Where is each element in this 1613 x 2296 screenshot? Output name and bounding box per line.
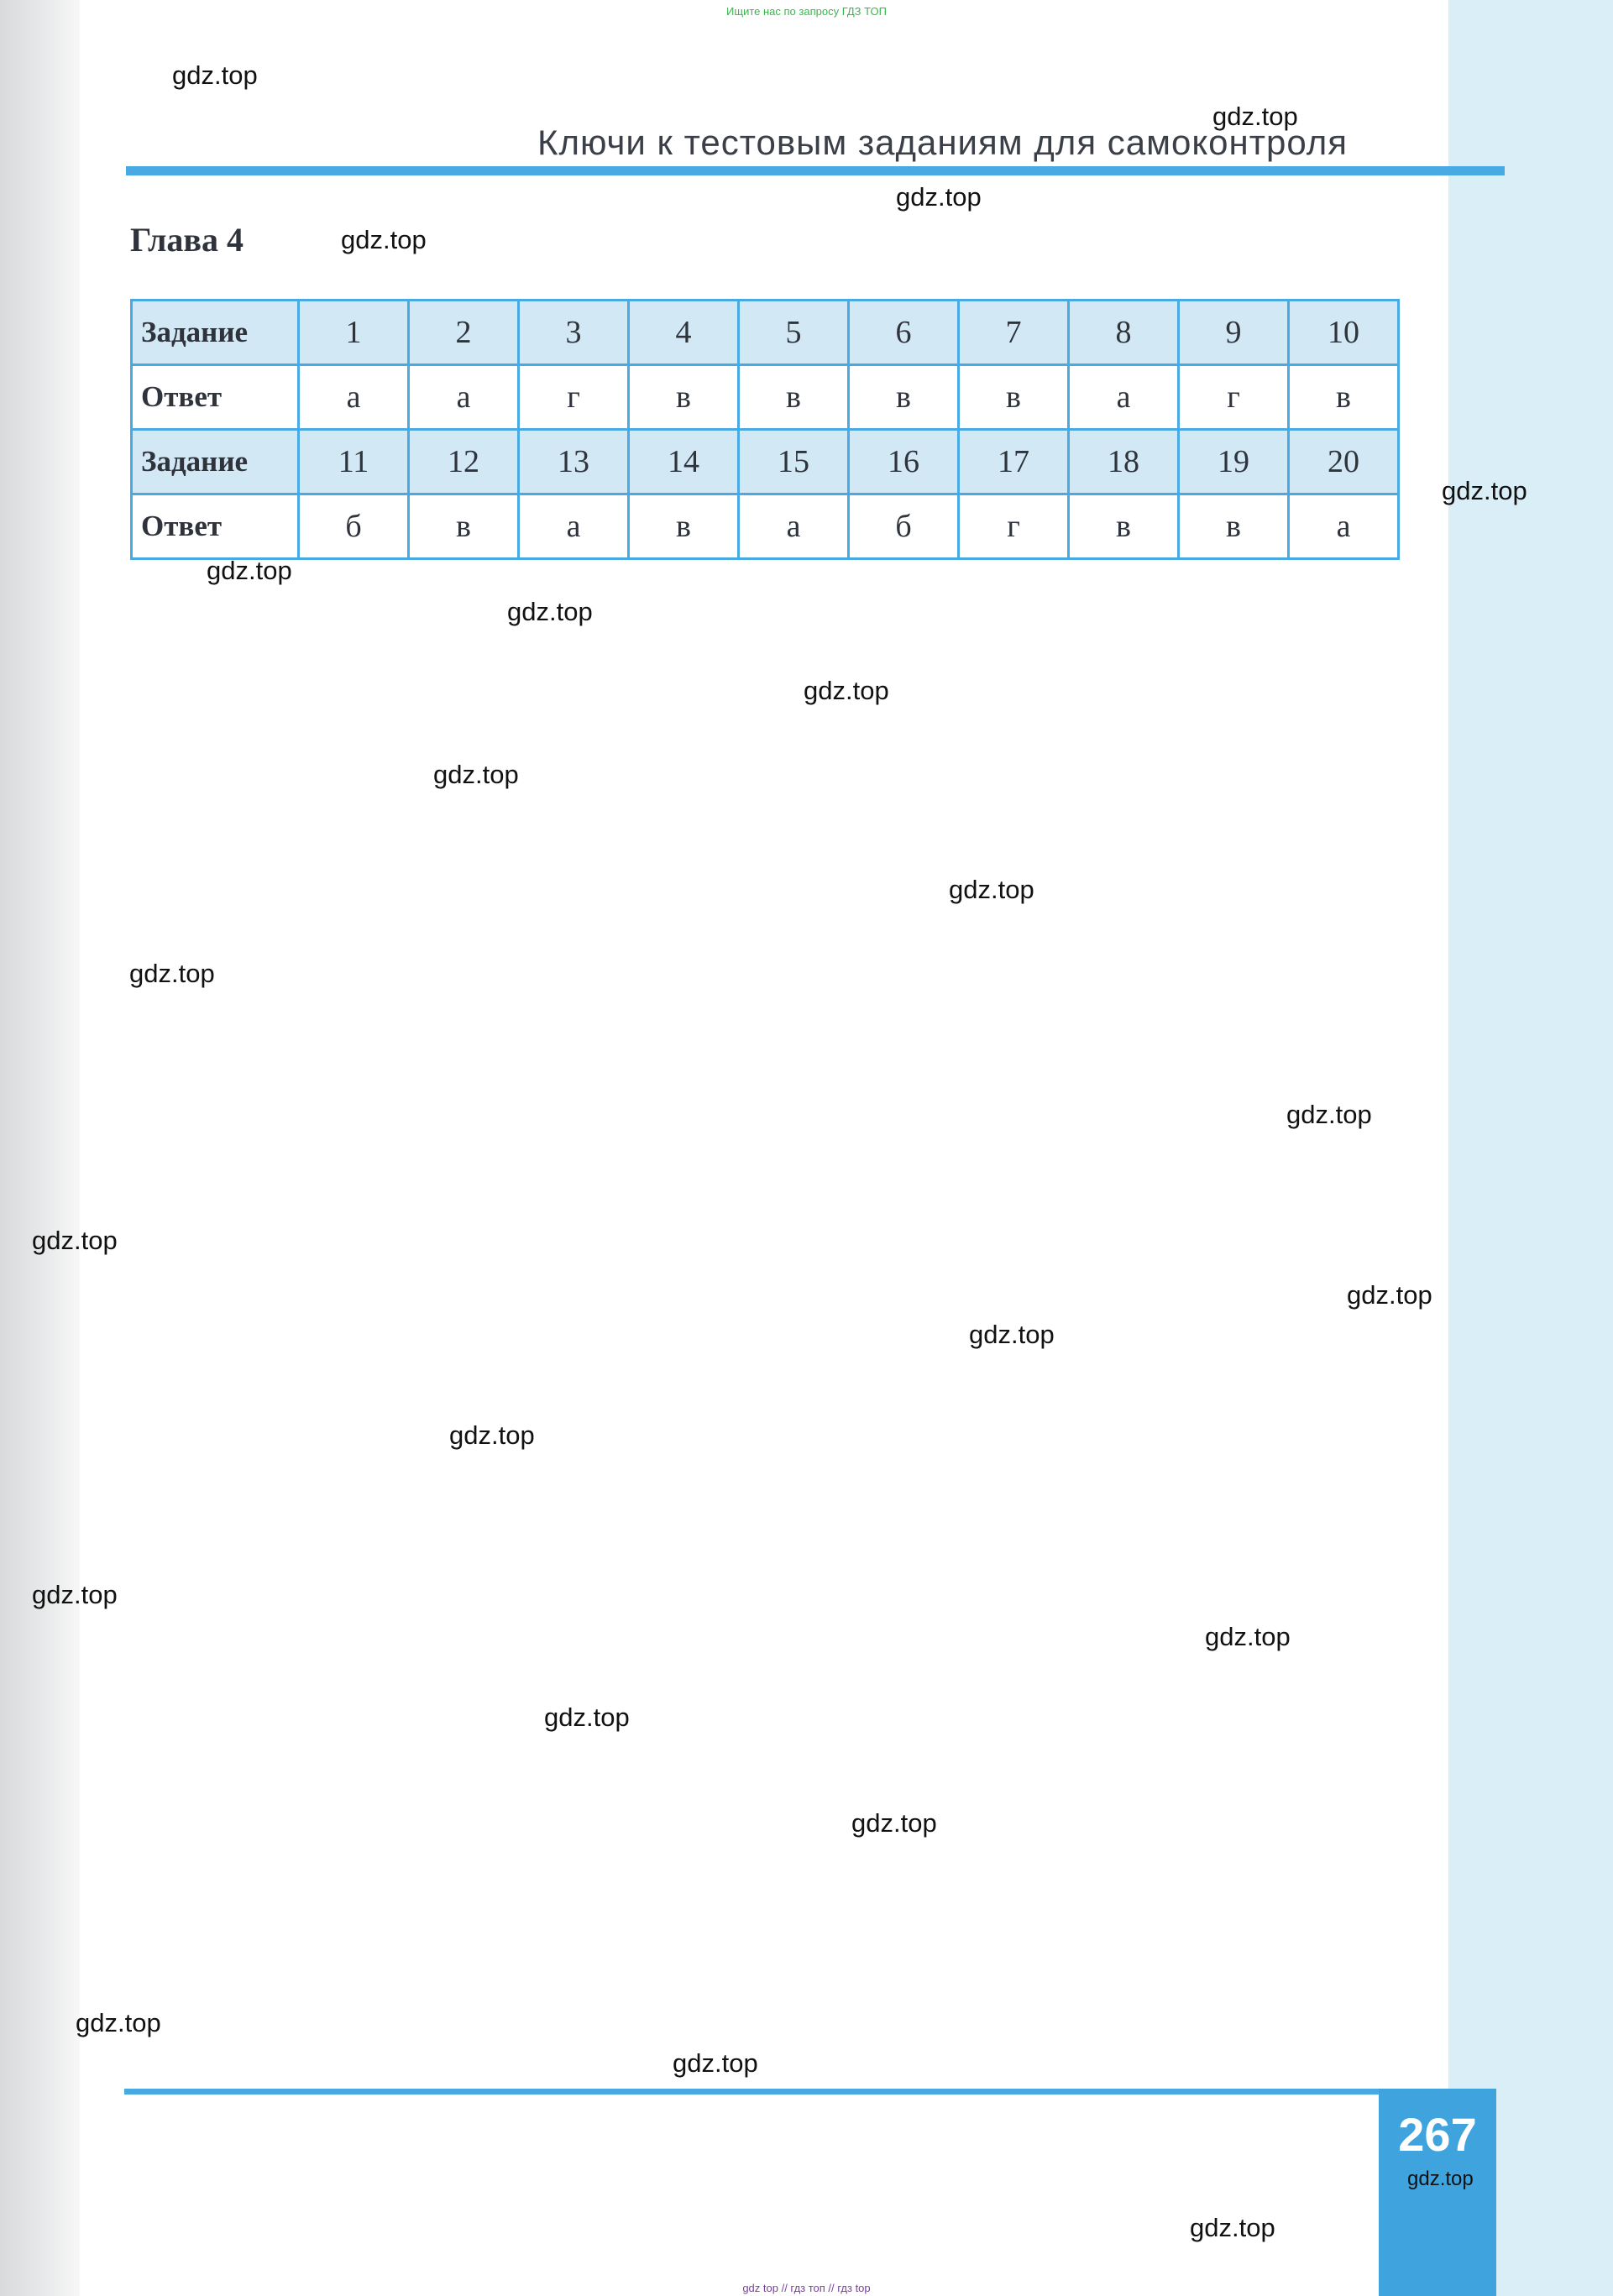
task-number-cell: 7 — [959, 301, 1069, 365]
task-number-cell: 3 — [519, 301, 629, 365]
watermark: gdz.top — [32, 1226, 118, 1255]
task-number-cell: 11 — [299, 430, 409, 494]
watermark: gdz.top — [129, 959, 215, 988]
watermark: gdz.top — [207, 556, 292, 585]
table-row — [132, 365, 1399, 430]
task-number-cell: 20 — [1289, 430, 1399, 494]
watermark: gdz.top — [1205, 1622, 1291, 1651]
watermark: gdz.top — [673, 2048, 758, 2078]
task-number-cell: 6 — [849, 301, 959, 365]
answer-cell: в — [1069, 494, 1179, 559]
row-label: Ответ — [132, 494, 299, 559]
watermark: gdz.top — [1407, 2168, 1474, 2190]
watermark: gdz.top — [1286, 1100, 1372, 1129]
task-number-cell: 1 — [299, 301, 409, 365]
task-number-cell: 4 — [629, 301, 739, 365]
watermark: gdz.top — [896, 182, 982, 212]
task-number-cell: 19 — [1179, 430, 1289, 494]
task-number-cell: 17 — [959, 430, 1069, 494]
task-number-cell: 2 — [409, 301, 519, 365]
task-number-cell: 16 — [849, 430, 959, 494]
row-label: Ответ — [132, 365, 299, 430]
answer-cell: а — [409, 365, 519, 430]
answer-cell: в — [959, 365, 1069, 430]
task-number-cell: 10 — [1289, 301, 1399, 365]
task-number-cell: 15 — [739, 430, 849, 494]
header-title: Ключи к тестовым заданиям для самоконтроля — [537, 123, 1348, 162]
answer-cell: в — [1179, 494, 1289, 559]
task-number-cell: 14 — [629, 430, 739, 494]
watermark: gdz.top — [969, 1320, 1055, 1349]
watermark: gdz.top — [172, 60, 258, 90]
watermark: gdz.top — [32, 1580, 118, 1609]
answer-cell: в — [739, 365, 849, 430]
answer-cell: г — [519, 365, 629, 430]
answer-cell: в — [849, 365, 959, 430]
watermark: gdz.top — [851, 1808, 937, 1838]
table-row — [132, 494, 1399, 559]
answer-cell: а — [519, 494, 629, 559]
answer-cell: в — [409, 494, 519, 559]
page-number: 267 — [1398, 2108, 1477, 2161]
answer-cell: в — [1289, 365, 1399, 430]
top-notice-link[interactable]: Ищите нас по запросу ГДЗ ТОП — [726, 5, 887, 18]
task-number-cell: 9 — [1179, 301, 1289, 365]
answer-cell: б — [299, 494, 409, 559]
page-shadow — [0, 0, 80, 2296]
watermark: gdz.top — [76, 2008, 161, 2037]
watermark: gdz.top — [1212, 102, 1298, 131]
answer-table — [130, 299, 1400, 560]
watermark: gdz.top — [341, 225, 427, 254]
answer-cell: а — [1289, 494, 1399, 559]
answer-cell: в — [629, 494, 739, 559]
answer-cell: в — [629, 365, 739, 430]
watermark: gdz.top — [507, 597, 593, 626]
task-number-cell: 13 — [519, 430, 629, 494]
table-row — [132, 301, 1399, 365]
watermark: gdz.top — [804, 676, 889, 705]
watermark: gdz.top — [544, 1702, 630, 1732]
table-row — [132, 430, 1399, 494]
margin-strip — [1448, 0, 1613, 2296]
watermark: gdz.top — [433, 760, 519, 789]
watermark: gdz.top — [449, 1420, 535, 1450]
watermark: gdz.top — [949, 875, 1034, 904]
footer-links[interactable]: gdz top // гдз топ // гдз top — [742, 2282, 871, 2294]
answer-cell: а — [299, 365, 409, 430]
chapter-title: Глава 4 — [130, 221, 244, 259]
task-number-cell: 5 — [739, 301, 849, 365]
answer-cell: б — [849, 494, 959, 559]
task-number-cell: 8 — [1069, 301, 1179, 365]
answer-cell: г — [1179, 365, 1289, 430]
watermark: gdz.top — [1442, 476, 1527, 505]
task-number-cell: 18 — [1069, 430, 1179, 494]
watermark: gdz.top — [1347, 1280, 1432, 1310]
watermark: gdz.top — [1190, 2213, 1275, 2242]
row-label: Задание — [132, 301, 299, 365]
row-label: Задание — [132, 430, 299, 494]
answer-cell: а — [1069, 365, 1179, 430]
header-divider — [126, 166, 1505, 175]
answer-cell: а — [739, 494, 849, 559]
footer-divider — [124, 2089, 1447, 2095]
task-number-cell: 12 — [409, 430, 519, 494]
answer-cell: г — [959, 494, 1069, 559]
